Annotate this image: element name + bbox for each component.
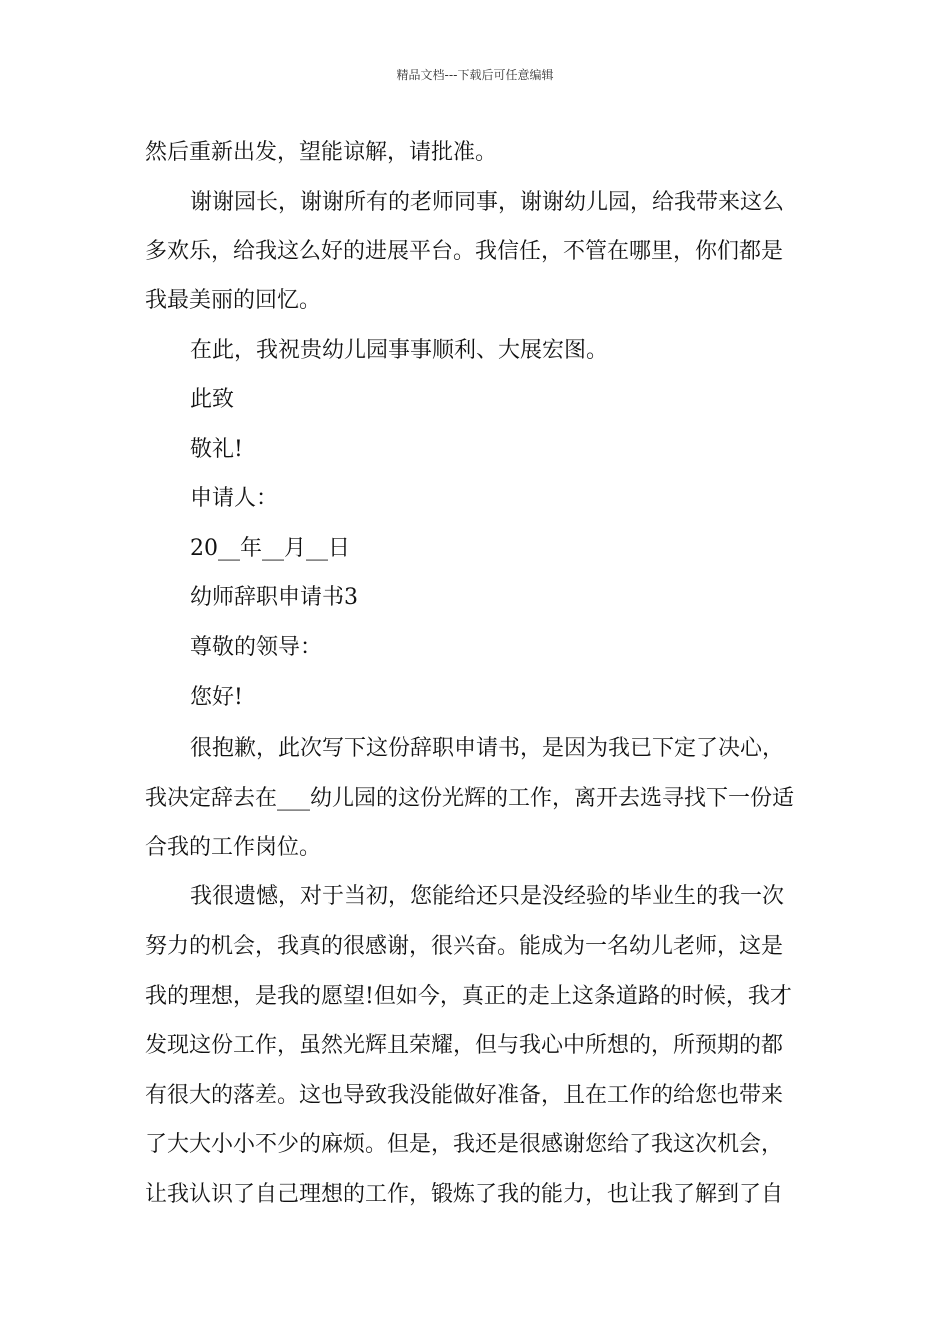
text-line: 幼师辞职申请书3 — [190, 585, 358, 610]
text-line: 谢谢园长，谢谢所有的老师同事，谢谢幼儿园，给我带来这么 — [190, 190, 785, 215]
text-line: 我很遗憾，对于当初，您能给还只是没经验的毕业生的我一次 — [190, 884, 785, 909]
text-line: 敬礼! — [190, 437, 243, 462]
text-line: 在此，我祝贵幼儿园事事顺利、大展宏图。 — [190, 338, 609, 363]
text-line: 了大大小小不少的麻烦。但是，我还是很感谢您给了我这次机会， — [145, 1132, 784, 1157]
text-line: 此致 — [190, 387, 235, 412]
text-line: 尊敬的领导： — [190, 635, 323, 660]
text-line: 合我的工作岗位。 — [145, 835, 322, 860]
text-line: 然后重新出发，望能谅解，请批准。 — [145, 140, 498, 165]
header-note: 精品文档---下载后可任意编辑 — [396, 68, 554, 82]
text-line: 多欢乐，给我这么好的进展平台。我信任，不管在哪里，你们都是 — [145, 239, 784, 264]
text-line: 我最美丽的回忆。 — [145, 288, 322, 313]
text-line: 让我认识了自己理想的工作，锻炼了我的能力，也让我了解到了自 — [145, 1182, 784, 1207]
text-line: 努力的机会，我真的很感谢，很兴奋。能成为一名幼儿老师，这是 — [145, 934, 784, 959]
text-line: 您好! — [190, 685, 243, 710]
text-line: 发现这份工作，虽然光辉且荣耀，但与我心中所想的，所预期的都 — [145, 1033, 784, 1058]
text-line: 我的理想，是我的愿望!但如今，真正的走上这条道路的时候，我才 — [145, 984, 792, 1009]
text-line: 很抱歉，此次写下这份辞职申请书，是因为我已下定了决心， — [190, 736, 785, 761]
text-line: 20__年__月__日 — [190, 536, 350, 561]
text-line: 有很大的落差。这也导致我没能做好准备，且在工作的给您也带来 — [145, 1083, 784, 1108]
text-line: 我决定辞去在___幼儿园的这份光辉的工作，离开去选寻找下一份适 — [145, 786, 795, 811]
text-line: 申请人： — [190, 486, 279, 511]
